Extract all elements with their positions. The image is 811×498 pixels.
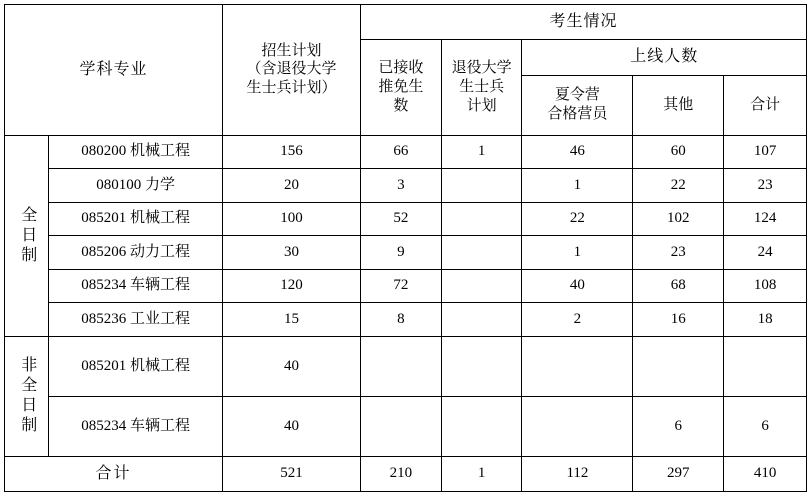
group-label-part-time-text: 非全日制 [18, 356, 36, 437]
cell-camp: 1 [522, 236, 633, 270]
header-veteran-plan-line-2: 生士兵 [459, 79, 505, 96]
cell-other: 22 [633, 169, 724, 203]
table-row [5, 336, 807, 396]
cell-camp: 46 [522, 135, 633, 169]
cell-total: 18 [724, 303, 807, 337]
major-name: 085206 动力工程 [49, 236, 223, 270]
cell-total: 108 [724, 269, 807, 303]
cell-veteran [441, 236, 522, 270]
cell-other: 68 [633, 269, 724, 303]
table-row [5, 236, 807, 270]
cell-other: 102 [633, 202, 724, 236]
header-veteran-plan-line-3: 计划 [466, 97, 497, 114]
cell-total: 23 [724, 169, 807, 203]
cell-plan: 40 [222, 396, 360, 456]
cell-total: 6 [724, 396, 807, 456]
footer-plan: 521 [222, 456, 360, 491]
cell-other: 16 [633, 303, 724, 337]
cell-plan: 40 [222, 336, 360, 396]
cell-camp: 2 [522, 303, 633, 337]
cell-other: 60 [633, 135, 724, 169]
cell-camp: 1 [522, 169, 633, 203]
cell-exempt [361, 396, 442, 456]
cell-camp [522, 396, 633, 456]
group-label-part-time [5, 336, 49, 456]
header-other: 其他 [633, 75, 724, 135]
cell-exempt: 72 [361, 269, 442, 303]
cell-exempt: 9 [361, 236, 442, 270]
table-row [5, 135, 807, 169]
cell-total [724, 336, 807, 396]
header-above-line: 上线人数 [522, 40, 807, 75]
table-row [5, 202, 807, 236]
header-summer-camp-line-1: 夏令营 [554, 87, 600, 104]
header-veteran-plan-line-1: 退役大学 [451, 60, 512, 77]
table-row [5, 303, 807, 337]
header-summer-camp [522, 75, 633, 135]
cell-plan: 15 [222, 303, 360, 337]
major-name: 085234 车辆工程 [49, 396, 223, 456]
cell-total: 124 [724, 202, 807, 236]
table-header-row-1 [5, 5, 807, 40]
cell-plan: 30 [222, 236, 360, 270]
cell-exempt: 66 [361, 135, 442, 169]
cell-other [633, 336, 724, 396]
major-name: 085201 机械工程 [49, 336, 223, 396]
cell-veteran [441, 303, 522, 337]
footer-exempt: 210 [361, 456, 442, 491]
major-name: 085201 机械工程 [49, 202, 223, 236]
footer-other: 297 [633, 456, 724, 491]
table-footer-row [5, 456, 807, 491]
cell-other: 6 [633, 396, 724, 456]
cell-camp: 40 [522, 269, 633, 303]
cell-plan: 120 [222, 269, 360, 303]
header-plan [222, 5, 360, 136]
admissions-table [4, 4, 807, 492]
major-name: 085236 工业工程 [49, 303, 223, 337]
header-veteran-plan [441, 40, 522, 135]
header-plan-line-2: （含退役大学 [246, 61, 337, 78]
group-label-full-time-text: 全日制 [18, 205, 36, 266]
cell-veteran [441, 202, 522, 236]
major-name: 080100 力学 [49, 169, 223, 203]
header-candidate-status: 考生情况 [361, 5, 807, 40]
header-received-exempt [361, 40, 442, 135]
table-row [5, 269, 807, 303]
cell-camp: 22 [522, 202, 633, 236]
table-row [5, 169, 807, 203]
header-received-exempt-line-3: 数 [393, 97, 409, 114]
group-label-full-time [5, 135, 49, 336]
cell-exempt: 8 [361, 303, 442, 337]
cell-other: 23 [633, 236, 724, 270]
cell-exempt: 52 [361, 202, 442, 236]
cell-camp [522, 336, 633, 396]
cell-total: 107 [724, 135, 807, 169]
cell-exempt: 3 [361, 169, 442, 203]
cell-plan: 156 [222, 135, 360, 169]
cell-veteran [441, 336, 522, 396]
footer-label: 合计 [5, 456, 223, 491]
cell-veteran [441, 396, 522, 456]
footer-veteran: 1 [441, 456, 522, 491]
cell-plan: 100 [222, 202, 360, 236]
footer-total: 410 [724, 456, 807, 491]
major-name: 085234 车辆工程 [49, 269, 223, 303]
footer-camp: 112 [522, 456, 633, 491]
cell-total: 24 [724, 236, 807, 270]
header-summer-camp-line-2: 合格营员 [547, 106, 608, 123]
header-discipline: 学科专业 [5, 5, 223, 136]
header-received-exempt-line-1: 已接收 [378, 60, 424, 77]
cell-exempt [361, 336, 442, 396]
major-name: 080200 机械工程 [49, 135, 223, 169]
header-plan-line-1: 招生计划 [261, 42, 322, 59]
cell-veteran [441, 169, 522, 203]
cell-veteran: 1 [441, 135, 522, 169]
cell-plan: 20 [222, 169, 360, 203]
cell-veteran [441, 269, 522, 303]
table-row [5, 396, 807, 456]
header-plan-line-3: 生士兵计划） [246, 80, 337, 97]
header-subtotal: 合计 [724, 75, 807, 135]
header-received-exempt-line-2: 推免生 [378, 79, 424, 96]
